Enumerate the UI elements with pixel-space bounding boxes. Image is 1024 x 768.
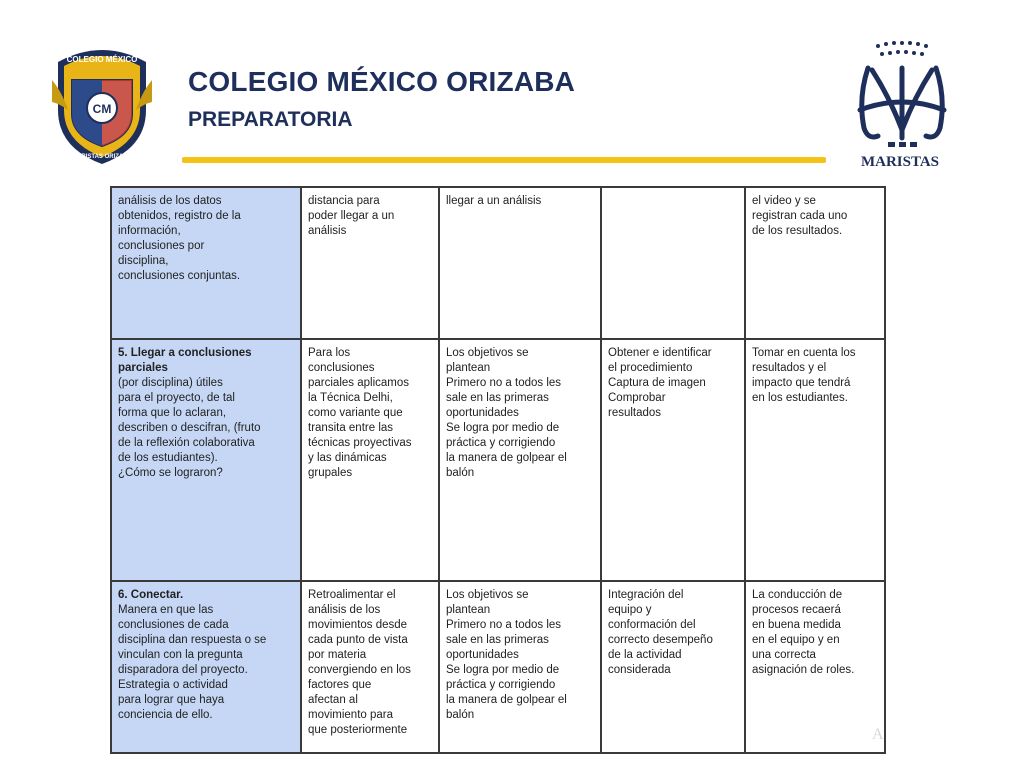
table-cell: Integración del equipo y conformación del correcto desempeño de la actividad considerada <box>601 581 745 753</box>
table-cell: La conducción de procesos recaerá en buena medida en el equipo y en una correcta asignación de roles. <box>745 581 885 753</box>
page-title: COLEGIO MÉXICO ORIZABA <box>188 66 576 97</box>
watermark: A <box>872 726 884 743</box>
table-cell: Para los conclusiones parciales aplicamos la Técnica Delhi, como variante que transita entre las técnicas proyectivas y las dinámicas grupales <box>301 339 439 581</box>
table-row <box>111 339 885 581</box>
school-crest-icon <box>48 40 156 168</box>
table-cell: Tomar en cuenta los resultados y el impacto que tendrá en los estudiantes. <box>745 339 885 581</box>
row-heading: 6. Conectar. <box>118 589 184 601</box>
table-row <box>111 187 885 339</box>
svg-text:CM: CM <box>92 102 112 116</box>
table-cell: análisis de los datos obtenidos, registro de la información, conclusiones por disciplina, conclusiones conjuntas. <box>111 187 301 339</box>
svg-text:MARISTAS: MARISTAS <box>860 154 940 170</box>
table-cell: Obtener e identificar el procedimiento Captura de imagen Comprobar resultados <box>601 339 745 581</box>
table-cell <box>601 187 745 339</box>
svg-text:MARISTAS ORIZABA: MARISTAS ORIZABA <box>72 154 132 160</box>
title-underline <box>182 157 826 163</box>
table-cell: Retroalimentar el análisis de los movimientos desde cada punto de vista por materia convergiendo en los factores que afectan al movimiento para que posteriormente <box>301 581 439 753</box>
table-cell: Los objetivos se plantean Primero no a todos les sale en las primeras oportunidades Se logra por medio de práctica y corrigiendo la manera de golpear el balón <box>439 581 601 753</box>
slide-header <box>0 0 1024 180</box>
maristas-monogram-icon <box>838 38 968 174</box>
page-subtitle: PREPARATORIA <box>188 108 353 131</box>
table-cell: el video y se registran cada uno de los resultados. <box>745 187 885 339</box>
table-cell: 6. Conectar. Manera en que las conclusiones de cada disciplina dan respuesta o se vinculan con la pregunta disparadora del proyecto. Estrategia o actividad para lograr que haya conciencia de ello. <box>111 581 301 753</box>
row-heading: 5. Llegar a conclusiones parciales <box>118 347 252 374</box>
activities-table <box>110 186 884 752</box>
table-cell: llegar a un análisis <box>439 187 601 339</box>
table-cell: 5. Llegar a conclusiones parciales (por disciplina) útiles para el proyecto, de tal forma que lo aclaran, describen o descifran, (fruto de la reflexión colaborativa de los estudiantes). ¿Cómo se lograron? <box>111 339 301 581</box>
table-cell: Los objetivos se plantean Primero no a todos les sale en las primeras oportunidades Se logra por medio de práctica y corrigiendo la manera de golpear el balón <box>439 339 601 581</box>
table-cell: distancia para poder llegar a un análisis <box>301 187 439 339</box>
table-row <box>111 581 885 753</box>
svg-text:COLEGIO MÉXICO: COLEGIO MÉXICO <box>66 55 138 64</box>
